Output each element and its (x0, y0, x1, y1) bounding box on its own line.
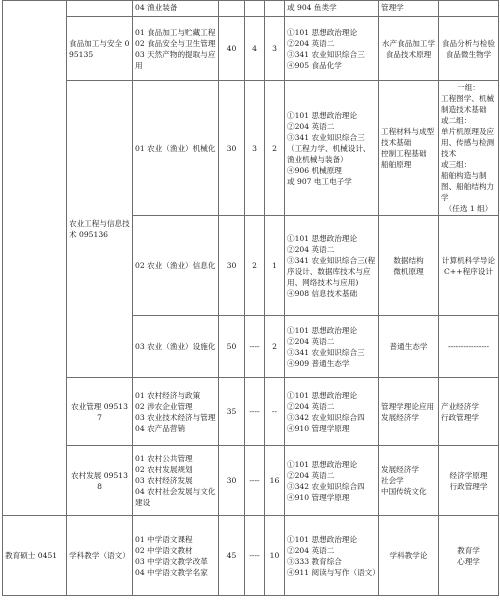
field-cell: 农村发展 095138 (67, 446, 133, 516)
exam-subjects-cell: ①101 思想政治理论 ②204 英语二 ③342 农业知识综合四 ④910 管理学原理 (285, 378, 379, 446)
retest-cell: 水产食品加工学 食品技术原理 (379, 17, 439, 81)
field-cell: 农业管理 095137 (67, 378, 133, 446)
table-row (3, 81, 499, 216)
exam-subjects-cell: ①101 思想政治理论 ②204 英语二 ③341 农业知识综合三 ④905 食品化学 (285, 17, 379, 81)
direction-cell: 01 农业（渔业）机械化 (133, 81, 219, 216)
direction-cell: 04 渔业装备 (133, 1, 219, 17)
retest-cell: 工程材料与成型技术基础 控制工程基础 船舶原理 (379, 81, 439, 216)
equivalent-cell: ---------------- (439, 316, 499, 378)
enroll-cell (219, 1, 245, 17)
parttime-cell (265, 1, 285, 17)
degree-cell (3, 1, 67, 516)
equivalent-cell (439, 1, 499, 17)
parttime-cell: 2 (265, 81, 285, 216)
equivalent-cell: 一组： 工程图学、机械制造技术基础 或二组： 单片机原理及应用、传感与检测技术 或三组： 船舶构造与制图、船舶结构力学 （任选 1 组） (439, 81, 499, 216)
exam-subjects-cell: ①101 思想政治理论 ②204 英语二 ③333 教育综合 ④911 阅读与写作（语文） (285, 516, 379, 596)
retest-cell: 数据结构 微机原理 (379, 216, 439, 316)
retest-cell: 管理学 (379, 1, 439, 17)
field-cell: 农业工程与信息技术 095136 (67, 81, 133, 378)
enroll-cell: 30 (219, 446, 245, 516)
exempt-cell: ---- (245, 316, 265, 378)
enroll-cell: 40 (219, 17, 245, 81)
exam-subjects-cell: ①101 思想政治理论 ②204 英语二 ③341 农业知识综合三（工程力学、机械设计、渔业机械与装备） ④906 机械原理 或 907 电工电子学 (285, 81, 379, 216)
exempt-cell: ---- (245, 446, 265, 516)
degree-cell: 教育硕士 0451 (3, 516, 67, 596)
parttime-cell: -- (265, 378, 285, 446)
parttime-cell: 16 (265, 446, 285, 516)
parttime-cell: 2 (265, 316, 285, 378)
enroll-cell: 30 (219, 216, 245, 316)
exam-subjects-cell: ①101 思想政治理论 ②204 英语二 ③342 农业知识综合四 ④910 管理学原理 (285, 446, 379, 516)
enroll-cell: 45 (219, 516, 245, 596)
exam-subjects-cell: 或 904 鱼类学 (285, 1, 379, 17)
equivalent-cell: 经济学原理 行政管理学 (439, 446, 499, 516)
direction-cell: 02 农业（渔业）信息化 (133, 216, 219, 316)
retest-cell: 管理学理论应用 发展经济学 (379, 378, 439, 446)
table-row (3, 1, 499, 17)
exempt-cell: ---- (245, 516, 265, 596)
table-row (3, 446, 499, 516)
exempt-cell: 2 (245, 216, 265, 316)
exam-subjects-cell: ①101 思想政治理论 ②204 英语二 ③341 农业知识综合三 ④909 普通生态学 (285, 316, 379, 378)
retest-cell: 学科教学论 (379, 516, 439, 596)
equivalent-cell: 教育学 心理学 (439, 516, 499, 596)
direction-cell: 01 农村公共管理 02 农村发展规划 03 农村经济发展 04 农村社会发展与文化建设 (133, 446, 219, 516)
direction-cell: 01 农村经济与政策 02 涉农企业管理 03 农业技术经济与管理 04 农产品营销 (133, 378, 219, 446)
direction-cell: 01 食品加工与贮藏工程 02 食品安全与卫生管理 03 天然产物的提取与应用 (133, 17, 219, 81)
direction-cell: 01 中学语文课程 02 中学语文教材 03 中学语文教学改革 04 中学语文教学名家 (133, 516, 219, 596)
retest-cell: 普通生态学 (379, 316, 439, 378)
equivalent-cell: 产业经济学 行政管理学 (439, 378, 499, 446)
enroll-cell: 50 (219, 316, 245, 378)
retest-cell: 发展经济学 社会学 中国传统文化 (379, 446, 439, 516)
field-cell: 学科教学（语文） (67, 516, 133, 596)
catalog-table (2, 0, 499, 596)
exempt-cell: 4 (245, 17, 265, 81)
table-row (3, 378, 499, 446)
field-cell: 食品加工与安全 095135 (67, 17, 133, 81)
exempt-cell: ---- (245, 378, 265, 446)
equivalent-cell: 食品分析与检验 食品微生物学 (439, 17, 499, 81)
enroll-cell: 30 (219, 81, 245, 216)
parttime-cell: 10 (265, 516, 285, 596)
exempt-cell (245, 1, 265, 17)
table-row (3, 17, 499, 81)
table-row (3, 516, 499, 596)
field-cell (67, 1, 133, 17)
direction-cell: 03 农业（渔业）设施化 (133, 316, 219, 378)
enroll-cell: 35 (219, 378, 245, 446)
parttime-cell: 1 (265, 216, 285, 316)
exempt-cell: 3 (245, 81, 265, 216)
exam-subjects-cell: ①101 思想政治理论 ②204 英语二 ③341 农业知识综合三(程序设计、数据库技术与应用、网络技术与应用) ④908 信息技术基础 (285, 216, 379, 316)
parttime-cell: 3 (265, 17, 285, 81)
equivalent-cell: 计算机科学导论 C++程序设计 (439, 216, 499, 316)
